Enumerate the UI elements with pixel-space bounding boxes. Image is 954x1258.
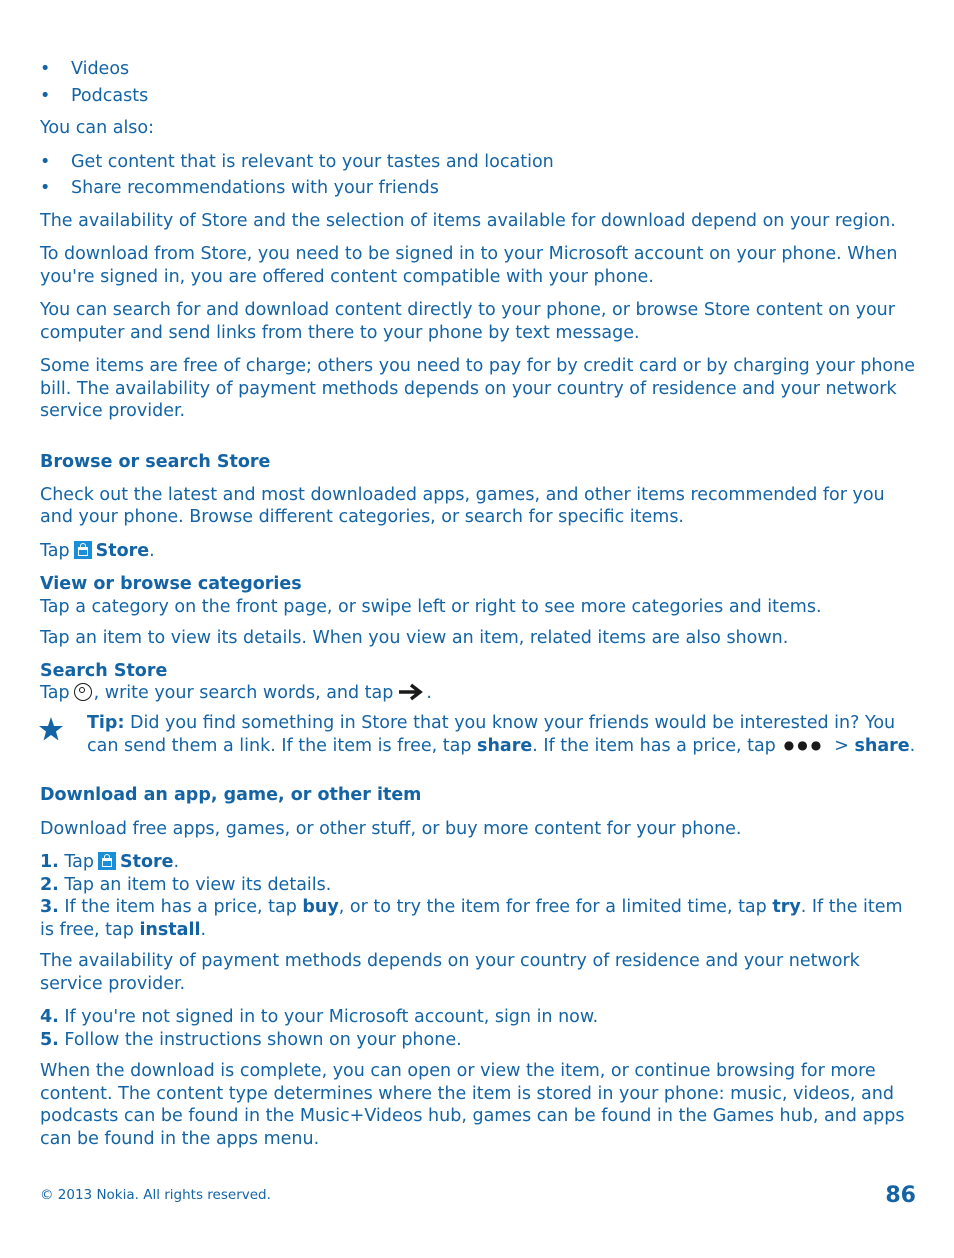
step-4 xyxy=(40,1006,918,1029)
media-type-list xyxy=(40,58,918,107)
tip-box xyxy=(40,712,918,758)
try-label: try xyxy=(772,897,801,917)
step-text: Tap xyxy=(58,852,95,872)
availability-paragraph: The availability of Store and the selection of items available for download depend on your region. xyxy=(40,210,896,231)
step-5 xyxy=(40,1029,918,1052)
payment-methods-paragraph: The availability of payment methods depends on your country of residence and your network service provider. xyxy=(40,951,860,994)
arrow-right-icon[interactable] xyxy=(397,682,425,702)
search-download-paragraph: You can search for and download content directly to your phone, or browse Store content on your computer and send links from there to your phone by text message. xyxy=(40,300,895,343)
search-store-text xyxy=(40,682,918,705)
share-label: share xyxy=(854,736,910,756)
step-text: Follow the instructions shown on your phone. xyxy=(58,1029,462,1050)
view-categories-text: Tap a category on the front page, or swipe left or right to see more categories and items. xyxy=(40,597,822,617)
view-item-text: Tap an item to view its details. When you view an item, related items are also shown. xyxy=(40,627,789,648)
payment-paragraph: Some items are free of charge; others you need to pay for by credit card or by charging your phone bill. The availability of payment methods depends on your country of residence and your network service provider. xyxy=(40,356,915,421)
share-label: share xyxy=(477,736,533,756)
period: . xyxy=(909,736,916,756)
list-item: • Share recommendations with your friends xyxy=(40,177,918,200)
download-complete-paragraph: When the download is complete, you can open or view the item, or continue browsing for more content. The content type determines where the item is stored in your phone: music, videos, and podcasts can be found in the Music+Videos hub, games can be found in the Games hub, and apps can be found in the apps menu. xyxy=(40,1061,905,1149)
search-store-heading: Search Store xyxy=(40,661,168,681)
period: . xyxy=(149,540,155,561)
install-label: install xyxy=(139,919,201,940)
tap-text: Tap xyxy=(40,540,70,561)
store-icon[interactable] xyxy=(74,541,92,559)
step-number: 3. xyxy=(40,897,59,917)
step-2 xyxy=(40,874,918,897)
store-icon[interactable] xyxy=(98,852,116,870)
period: . xyxy=(173,852,180,872)
search-icon[interactable] xyxy=(74,683,92,701)
step-1 xyxy=(40,851,918,874)
download-intro: Download free apps, games, or other stuff, or buy more content for your phone. xyxy=(40,818,742,839)
step-text: If you're not signed in to your Microsoft account, sign in now. xyxy=(58,1007,599,1027)
step-text: If the item has a price, tap xyxy=(58,897,303,917)
page-number: 86 xyxy=(885,1183,916,1208)
buy-label: buy xyxy=(302,897,339,917)
step-number: 1. xyxy=(40,852,59,872)
browse-intro: Check out the latest and most downloaded apps, games, and other items recommended for you and your phone. Browse different categories, or search for specific items. xyxy=(40,484,885,527)
greater-than: > xyxy=(834,736,855,756)
step-text: , or to try the item for free for a limited time, tap xyxy=(338,897,773,917)
star-icon xyxy=(38,716,64,742)
step-text: Tap an item to view its details. xyxy=(58,874,332,895)
period: . xyxy=(426,683,432,703)
view-categories-heading: View or browse categories xyxy=(40,574,302,594)
tap-store-line xyxy=(40,540,918,563)
store-label: Store xyxy=(95,540,150,561)
download-heading: Download an app, game, or other item xyxy=(40,784,422,805)
search-instructions: , write your search words, and tap xyxy=(93,683,394,703)
more-dots-icon[interactable]: ●●● xyxy=(783,738,825,752)
list-item: • Get content that is relevant to your tastes and location xyxy=(40,151,918,174)
tip-text: Did you find something in Store that you know your friends would be interested in? You can send them a link. If the item is free, tap xyxy=(87,712,896,756)
step-number: 5. xyxy=(40,1029,59,1050)
list-item: • Videos xyxy=(40,58,918,81)
browse-heading: Browse or search Store xyxy=(40,451,271,472)
also-list xyxy=(40,151,918,200)
list-item: • Podcasts xyxy=(40,85,918,108)
store-label: Store xyxy=(120,852,174,872)
step-text: . If the item is free, tap xyxy=(40,897,903,940)
tap-text: Tap xyxy=(40,683,70,703)
step-3 xyxy=(40,896,918,941)
page-content xyxy=(40,58,918,1150)
tip-text: . If the item has a price, tap xyxy=(532,736,776,756)
tip-label: Tip: xyxy=(87,712,125,733)
sign-in-paragraph: To download from Store, you need to be signed in to your Microsoft account on your phone. When you're signed in, you are offered content compatible with your phone. xyxy=(40,244,898,287)
you-can-also-text: You can also: xyxy=(40,118,155,138)
step-number: 4. xyxy=(40,1007,59,1027)
copyright: © 2013 Nokia. All rights reserved. xyxy=(40,1187,271,1203)
step-number: 2. xyxy=(40,874,59,895)
period: . xyxy=(200,919,207,940)
